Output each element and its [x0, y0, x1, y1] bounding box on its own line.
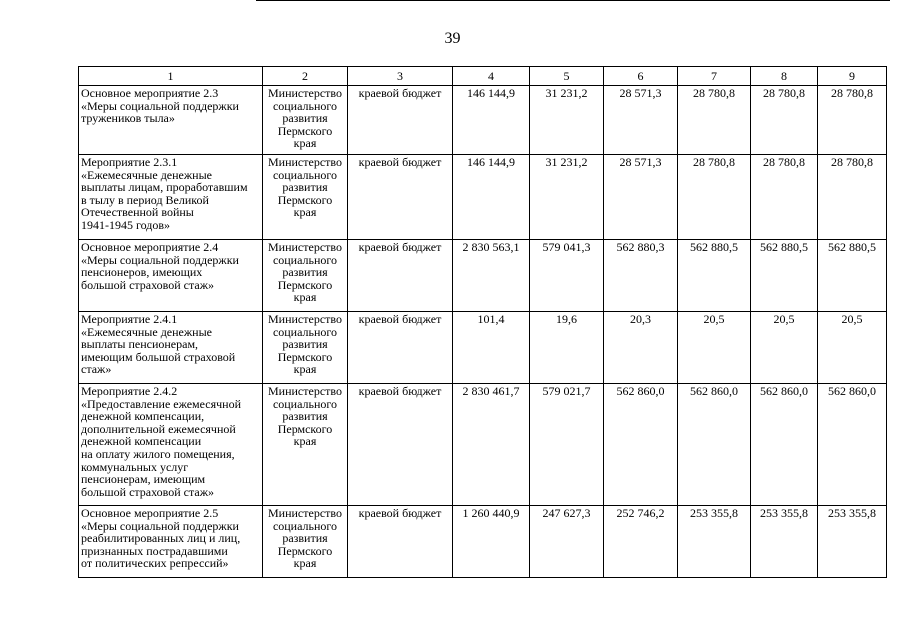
executor: Министерство социального развития Пермского края [268, 384, 342, 449]
measure-name: Основное мероприятие 2.4 «Меры социальной поддержки пенсионеров, имеющих большой страховой стаж» [81, 240, 239, 292]
executor: Министерство социального развития Пермского края [268, 86, 342, 151]
executor: Министерство социального развития Пермского края [268, 312, 342, 377]
value-cell: 20,5 [751, 312, 818, 384]
value-cell: 28 780,8 [818, 86, 887, 155]
column-header: 2 [263, 67, 348, 86]
value-cell: 20,3 [604, 312, 678, 384]
value-cell: 20,5 [678, 312, 751, 384]
funding-source: краевой бюджет [348, 86, 453, 155]
value-cell: 28 780,8 [818, 155, 887, 240]
value-cell: 253 355,8 [818, 506, 887, 578]
value-cell: 28 780,8 [751, 155, 818, 240]
table-row [79, 312, 887, 384]
column-header: 1 [79, 67, 263, 86]
measure-name: Основное мероприятие 2.5 «Меры социальной поддержки реабилитированных лиц и лиц, признанных пострадавшими от политических репрессий» [81, 506, 241, 571]
funding-source: краевой бюджет [348, 312, 453, 384]
value-cell: 2 830 461,7 [453, 384, 530, 506]
page-number: 39 [444, 30, 461, 47]
column-header: 6 [604, 67, 678, 86]
value-cell: 20,5 [818, 312, 887, 384]
measure-name: Основное мероприятие 2.3 «Меры социальной поддержки тружеников тыла» [81, 86, 239, 126]
executor: Министерство социального развития Пермского края [268, 506, 342, 571]
value-cell: 31 231,2 [530, 86, 604, 155]
measure-name: Мероприятие 2.4.1 «Ежемесячные денежные выплаты пенсионерам, имеющим большой страховой стаж» [81, 312, 236, 377]
value-cell: 101,4 [453, 312, 530, 384]
column-header: 7 [678, 67, 751, 86]
column-header: 5 [530, 67, 604, 86]
funding-source: краевой бюджет [348, 506, 453, 578]
value-cell: 579 041,3 [530, 240, 604, 312]
executor: Министерство социального развития Пермского края [268, 155, 342, 220]
value-cell: 562 860,0 [751, 384, 818, 506]
value-cell: 247 627,3 [530, 506, 604, 578]
value-cell: 562 880,5 [678, 240, 751, 312]
column-header: 3 [348, 67, 453, 86]
value-cell: 562 880,5 [818, 240, 887, 312]
value-cell: 28 780,8 [678, 155, 751, 240]
value-cell: 562 860,0 [604, 384, 678, 506]
program-table [78, 66, 887, 578]
header-row [79, 67, 887, 86]
value-cell: 19,6 [530, 312, 604, 384]
value-cell: 562 880,5 [751, 240, 818, 312]
value-cell: 28 780,8 [678, 86, 751, 155]
value-cell: 2 830 563,1 [453, 240, 530, 312]
value-cell: 31 231,2 [530, 155, 604, 240]
value-cell: 562 860,0 [818, 384, 887, 506]
value-cell: 146 144,9 [453, 155, 530, 240]
value-cell: 1 260 440,9 [453, 506, 530, 578]
top-rule [256, 0, 890, 1]
value-cell: 28 780,8 [751, 86, 818, 155]
funding-source: краевой бюджет [348, 240, 453, 312]
measure-name: Мероприятие 2.3.1 «Ежемесячные денежные выплаты лицам, проработавшим в тылу в период Великой Отечественной войны 1941-1945 годов» [81, 155, 248, 232]
table-row [79, 86, 887, 155]
value-cell: 252 746,2 [604, 506, 678, 578]
funding-source: краевой бюджет [348, 155, 453, 240]
value-cell: 28 571,3 [604, 86, 678, 155]
table-row [79, 240, 887, 312]
executor: Министерство социального развития Пермского края [268, 240, 342, 305]
column-header: 9 [818, 67, 887, 86]
table-row [79, 155, 887, 240]
value-cell: 562 860,0 [678, 384, 751, 506]
table-row [79, 384, 887, 506]
value-cell: 579 021,7 [530, 384, 604, 506]
value-cell: 146 144,9 [453, 86, 530, 155]
value-cell: 253 355,8 [751, 506, 818, 578]
funding-source: краевой бюджет [348, 384, 453, 506]
column-header: 8 [751, 67, 818, 86]
measure-name: Мероприятие 2.4.2 «Предоставление ежемесячной денежной компенсации, дополнительной ежемесячной денежной компенсации на оплату жилого помещения, коммунальных услуг пенсионерам, имеющим большой страховой стаж» [81, 384, 242, 499]
table-row [79, 506, 887, 578]
column-header: 4 [453, 67, 530, 86]
value-cell: 28 571,3 [604, 155, 678, 240]
value-cell: 562 880,3 [604, 240, 678, 312]
value-cell: 253 355,8 [678, 506, 751, 578]
